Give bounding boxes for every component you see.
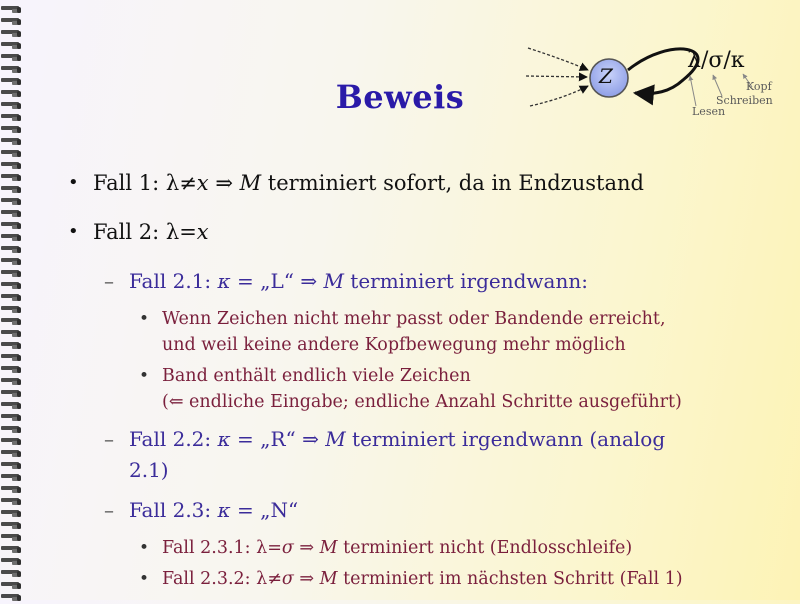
sub-bullet-2-1-a [134,306,762,358]
binding-ring [0,54,24,64]
binding-ring [0,390,24,400]
binding-ring [0,162,24,172]
sub-bullet-2-1-b [134,363,762,415]
binding-ring [0,486,24,496]
implies-arrow: ⇒ [208,171,240,195]
case-2-1 [104,266,719,297]
binding-ring [0,66,24,76]
binding-ring [0,150,24,160]
binding-ring [0,462,24,472]
binding-ring [0,366,24,376]
binding-ring [0,270,24,280]
var-kappa: κ [217,427,231,451]
sub-2-1-a-line-2: und weil keine andere Kopfbewegung mehr möglich [162,335,626,355]
case-2-2-text: terminiert irgendwann (analog [345,427,666,451]
annotation-lesen: Lesen [692,105,726,118]
spiral-binding [0,0,24,600]
case-2-2-prefix: Fall 2.2: [129,427,218,451]
sub-2-3-1-text: terminiert nicht (Endlosschleife) [337,538,633,558]
bullet-fall-1 [64,168,784,198]
binding-ring [0,426,24,436]
implies-arrow: ⇒ [293,569,320,589]
case-2-3 [104,495,719,526]
binding-ring [0,450,24,460]
dash-marker: – [104,269,114,293]
fall-2-prefix: Fall 2: λ= [93,220,197,244]
case-2-1-condition: = „L“ ⇒ [230,269,324,293]
binding-ring [0,558,24,568]
var-x: x [196,220,209,244]
var-sigma: σ [281,538,294,558]
binding-ring [0,570,24,580]
binding-ring [0,138,24,148]
transition-label: λ/σ/κ [687,48,745,73]
slide-content [64,168,784,597]
case-2-3-prefix: Fall 2.3: [129,498,218,522]
bullet-dot: • [139,309,150,329]
binding-ring [0,582,24,592]
binding-ring [0,414,24,424]
incoming-arrow-2 [526,76,587,77]
bullet-dot: • [139,569,150,589]
slide-title: Beweis [335,78,465,116]
sub-2-1-b-line-1: Band enthält endlich viele Zeichen [162,366,471,386]
sub-2-1-b-line-2: (⇐ endliche Eingabe; endliche Anzahl Schritte ausgeführt) [162,392,682,412]
binding-ring [0,102,24,112]
binding-ring [0,258,24,268]
binding-ring [0,498,24,508]
pointer-schreiben [713,75,722,96]
binding-ring [0,90,24,100]
binding-ring [0,510,24,520]
case-2-1-text: terminiert irgendwann: [343,269,588,293]
bullet-dot: • [139,366,150,386]
binding-ring [0,318,24,328]
var-x: x [196,171,209,195]
bullet-fall-2 [64,217,784,247]
state-label: Z [599,64,613,88]
var-sigma: σ [281,569,294,589]
binding-ring [0,246,24,256]
bullet-dot: • [68,172,79,193]
case-2-1-prefix: Fall 2.1: [129,269,218,293]
sub-2-3-2-prefix: Fall 2.3.2: λ≠ [162,569,282,589]
incoming-arrow-3 [530,86,588,106]
binding-ring [0,474,24,484]
binding-ring [0,534,24,544]
binding-ring [0,342,24,352]
binding-ring [0,78,24,88]
state-diagram [520,40,790,125]
case-2-2-condition: = „R“ ⇒ [230,427,326,451]
sub-bullet-2-3-2 [134,566,762,592]
binding-ring [0,198,24,208]
binding-ring [0,6,24,16]
bullet-dot: • [68,221,79,242]
sub-bullet-2-3-1 [134,535,762,561]
bullet-dot: • [139,538,150,558]
case-2-2-text-line-2: 2.1) [129,458,169,482]
binding-ring [0,378,24,388]
var-kappa: κ [217,498,231,522]
binding-ring [0,114,24,124]
var-kappa: κ [217,269,231,293]
fall-1-text: terminiert sofort, da in Endzustand [261,171,644,195]
var-m: M [323,269,344,293]
annotation-kopf: Kopf [746,80,772,93]
binding-ring [0,546,24,556]
binding-ring [0,522,24,532]
incoming-arrow-1 [528,48,588,70]
dash-marker: – [104,427,114,451]
binding-ring [0,18,24,28]
var-m: M [319,538,338,558]
pointer-lesen [690,76,696,106]
binding-ring [0,42,24,52]
binding-ring [0,282,24,292]
binding-ring [0,402,24,412]
sub-2-3-2-text: terminiert im nächsten Schritt (Fall 1) [337,569,683,589]
fall-1-prefix: Fall 1: λ≠ [93,171,197,195]
binding-ring [0,186,24,196]
binding-ring [0,126,24,136]
annotation-schreiben: Schreiben [716,94,773,107]
sub-2-3-1-prefix: Fall 2.3.1: λ= [162,538,282,558]
binding-ring [0,354,24,364]
var-m: M [319,569,338,589]
binding-ring [0,330,24,340]
binding-ring [0,222,24,232]
implies-arrow: ⇒ [293,538,320,558]
binding-ring [0,30,24,40]
binding-ring [0,210,24,220]
sub-2-1-a-line-1: Wenn Zeichen nicht mehr passt oder Bandende erreicht, [162,309,666,329]
binding-ring [0,594,24,604]
binding-ring [0,234,24,244]
var-m: M [325,427,346,451]
dash-marker: – [104,498,114,522]
binding-ring [0,174,24,184]
binding-ring [0,438,24,448]
var-m: M [239,171,262,195]
binding-ring [0,294,24,304]
case-2-3-condition: = „N“ [230,498,299,522]
case-2-2 [104,424,719,486]
binding-ring [0,306,24,316]
